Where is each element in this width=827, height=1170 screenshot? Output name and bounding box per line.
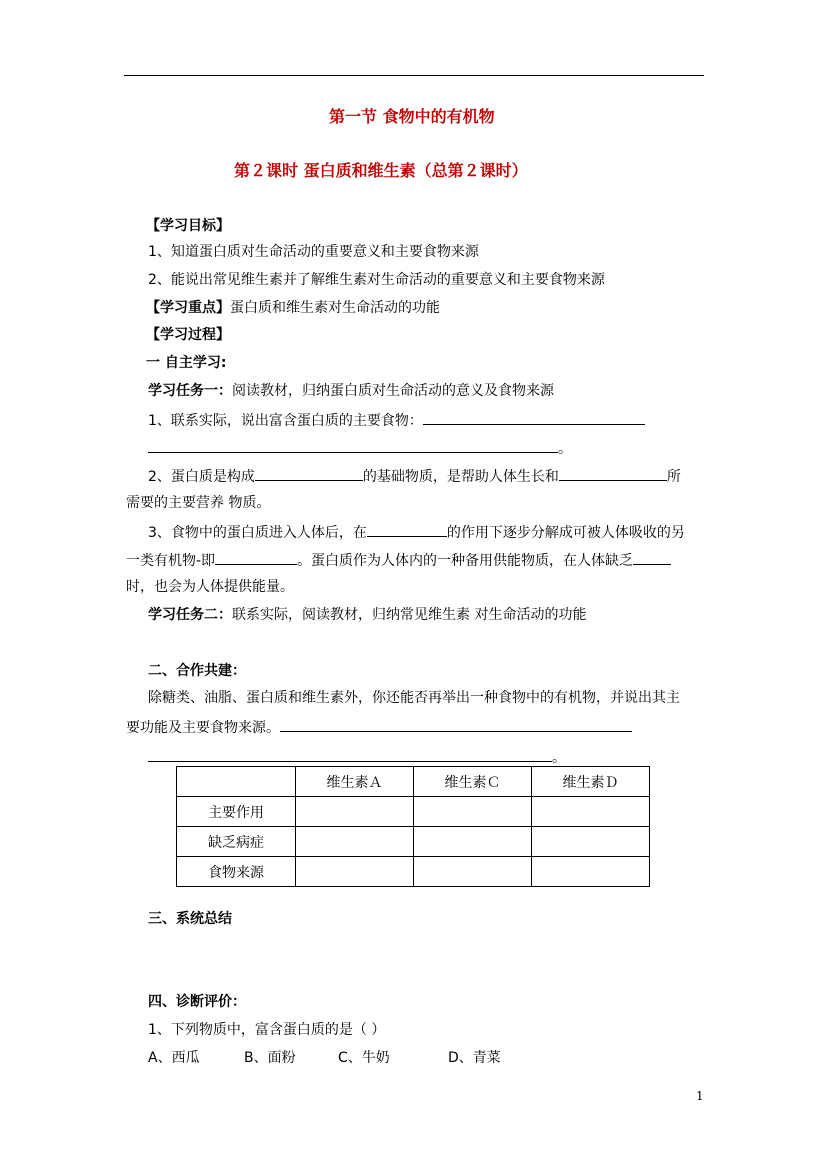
table-row-label: 主要作用 [177, 797, 296, 827]
mc-option-d[interactable]: D、青菜 [448, 1050, 501, 1066]
section2-heading: 二、合作共建： [148, 663, 246, 679]
question-2-part3: 所 [666, 469, 681, 485]
question-1-end: 。 [558, 441, 572, 457]
vitamin-table [176, 766, 650, 887]
question-2-line2: 需要的主要营养 物质。 [126, 495, 271, 511]
mc-option-b[interactable]: B、面粉 [244, 1050, 296, 1066]
question-2 [148, 465, 681, 487]
table-row-label: 缺乏病症 [177, 827, 296, 857]
question-3-line2 [126, 549, 671, 571]
table-row [177, 857, 650, 887]
section2-line2 [126, 716, 632, 738]
table-row [177, 797, 650, 827]
section3-heading: 三、系统总结 [148, 911, 232, 927]
key-point-label: 【学习重点】 [146, 300, 230, 316]
question-1 [148, 409, 645, 431]
section1-heading: 一 自主学习: [146, 355, 227, 371]
table-header-cell [177, 767, 296, 797]
header-rule [124, 75, 704, 76]
answer-blank[interactable] [633, 549, 671, 565]
question-1-cont [148, 437, 572, 459]
section2-line3 [148, 746, 566, 768]
mc-option-c[interactable]: C、牛奶 [338, 1050, 390, 1066]
question-3-line2-part2: 。蛋白质作为人体内的一种备用供能物质，在人体缺乏 [297, 553, 634, 569]
section2-line2-text: 要功能及主要食物来源。 [126, 720, 280, 736]
key-point [146, 298, 440, 318]
key-point-text: 蛋白质和维生素对生命活动的功能 [230, 300, 440, 316]
mc-option-a[interactable]: A、西瓜 [148, 1050, 200, 1066]
task1-label: 学习任务一： [148, 383, 232, 399]
table-cell[interactable] [296, 797, 414, 827]
answer-blank[interactable] [215, 549, 297, 565]
answer-blank[interactable] [255, 465, 363, 481]
table-cell[interactable] [296, 857, 414, 887]
page-number: 1 [696, 1089, 704, 1103]
table-cell[interactable] [532, 827, 650, 857]
process-heading: 【学习过程】 [146, 327, 230, 343]
table-cell[interactable] [532, 797, 650, 827]
section4-heading: 四、诊断评价： [148, 994, 246, 1010]
table-row [177, 827, 650, 857]
question-3-part2: 的作用下逐步分解成可被人体吸收的另 [446, 525, 685, 541]
task2 [148, 605, 586, 625]
table-row-label: 食物来源 [177, 857, 296, 887]
task1-text: 阅读教材，归纳蛋白质对生命活动的意义及食物来源 [232, 383, 554, 399]
answer-blank[interactable] [423, 409, 645, 425]
question-2-part2: 的基础物质，是帮助人体生长和 [362, 469, 559, 485]
table-header-cell: 维生素Ｃ [414, 767, 532, 797]
question-3 [148, 521, 685, 543]
task2-label: 学习任务二： [148, 607, 232, 623]
objectives-heading: 【学习目标】 [146, 218, 230, 234]
answer-blank[interactable] [148, 437, 558, 453]
question-3-part1: 3、食物中的蛋白质进入人体后，在 [148, 525, 367, 541]
table-cell[interactable] [414, 797, 532, 827]
table-cell[interactable] [296, 827, 414, 857]
question-1-text: 1、联系实际，说出富含蛋白质的主要食物： [148, 413, 423, 429]
table-header-cell: 维生素Ｄ [532, 767, 650, 797]
table-header-row [177, 767, 650, 797]
objective-1: 1、知道蛋白质对生命活动的重要意义和主要食物来源 [148, 244, 479, 260]
table-cell[interactable] [414, 827, 532, 857]
question-2-part1: 2、蛋白质是构成 [148, 469, 255, 485]
answer-blank[interactable] [148, 746, 552, 762]
question-3-line2-part1: 一类有机物-即 [126, 553, 216, 569]
section2-end: 。 [552, 750, 566, 766]
answer-blank[interactable] [280, 716, 632, 732]
page-title: 第一节 食物中的有机物 [329, 107, 495, 126]
task2-text: 联系实际，阅读教材，归纳常见维生素 对生命活动的功能 [232, 607, 587, 623]
section2-line1: 除糖类、油脂、蛋白质和维生素外，你还能否再举出一种食物中的有机物，并说出其主 [148, 690, 680, 706]
answer-blank[interactable] [367, 521, 447, 537]
answer-blank[interactable] [559, 465, 667, 481]
objective-2: 2、能说出常见维生素并了解维生素对生命活动的重要意义和主要食物来源 [148, 272, 605, 288]
task1 [148, 381, 554, 401]
mc-question: 1、下列物质中，富含蛋白质的是（ ） [148, 1022, 386, 1038]
question-3-line3: 时，也会为人体提供能量。 [126, 579, 294, 595]
table-cell[interactable] [414, 857, 532, 887]
table-cell[interactable] [532, 857, 650, 887]
page-subtitle: 第２课时 蛋白质和维生素（总第２课时） [234, 161, 528, 180]
table-header-cell: 维生素Ａ [296, 767, 414, 797]
